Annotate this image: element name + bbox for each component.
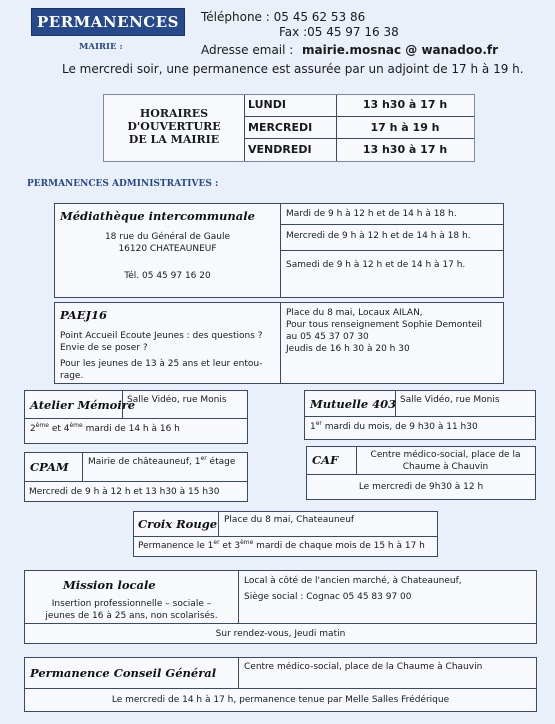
- hours-label-line: D'OUVERTURE: [127, 120, 221, 133]
- mission-place: [244, 575, 462, 603]
- time-wednesday: 17 h à 19 h: [370, 121, 440, 134]
- mutuelle-schedule: [310, 421, 478, 433]
- mission-title: Mission locale: [63, 578, 156, 592]
- croix-rouge-title: Croix Rouge: [138, 517, 218, 531]
- mediatheque-hours-wed: Mercredi de 9 h à 12 h et de 14 h à 18 h.: [286, 231, 471, 241]
- address-line: 18 rue du Général de Gaule: [104, 232, 231, 242]
- caf-title: CAF: [312, 453, 339, 467]
- text: mardi de chaque mois de 15 h à 17 h: [253, 541, 425, 551]
- cpam-title: CPAM: [30, 460, 69, 474]
- info-line: au 05 45 37 07 30: [286, 332, 369, 342]
- sup: er: [213, 539, 220, 546]
- place-line: Chaume à Chauvin: [402, 462, 489, 472]
- mutuelle-place: Salle Vidéo, rue Monis: [400, 395, 500, 405]
- text: étage: [206, 457, 236, 467]
- admin-heading: PERMANENCES ADMINISTRATIVES :: [27, 179, 219, 189]
- croix-rouge-place: Place du 8 mai, Chateauneuf: [224, 515, 355, 525]
- atelier-memoire-card: [24, 390, 248, 444]
- page-title: PERMANENCES: [31, 8, 185, 36]
- text: et 4: [48, 424, 70, 434]
- mairie-label: MAIRIE :: [79, 42, 123, 52]
- hours-label-line: HORAIRES: [139, 107, 209, 120]
- conseil-schedule: Le mercredi de 14 h à 17 h, permanence tenue par Melle Salles Frédérique: [111, 695, 450, 705]
- paej-title: PAEJ16: [60, 308, 107, 322]
- time-monday: 13 h30 à 17 h: [362, 98, 448, 111]
- paej-info: [286, 307, 482, 355]
- phone-text: Téléphone : 05 45 62 53 86: [201, 10, 366, 24]
- conseil-place: Centre médico-social, place de la Chaume à Chauvin: [244, 662, 483, 672]
- sup: ème: [35, 422, 49, 429]
- place-line: Siège social : Cognac 05 45 83 97 00: [244, 592, 412, 602]
- day-wednesday: MERCREDI: [248, 121, 313, 134]
- info-line: Jeudis de 16 h 30 à 20 h 30: [286, 344, 410, 354]
- paej-desc: [60, 330, 263, 382]
- place-line: Centre médico-social, place de la: [370, 450, 521, 460]
- conseil-general-card: [24, 657, 537, 712]
- text: mardi du mois, de 9 h30 à 11 h30: [321, 422, 478, 432]
- mission-locale-card: [24, 570, 537, 644]
- mediatheque-phone: Tél. 05 45 97 16 20: [124, 271, 211, 281]
- place-line: Local à côté de l'ancien marché, à Chateauneuf,: [244, 576, 462, 586]
- text: 2: [30, 424, 36, 434]
- mutuelle-card: [304, 390, 536, 440]
- desc-line: Point Accueil Ecoute Jeunes : des questions ?: [60, 331, 263, 341]
- desc-line: Insertion professionnelle – sociale –: [51, 599, 212, 609]
- caf-card: [306, 446, 536, 500]
- hours-label: [104, 107, 244, 146]
- text: Mairie de châteauneuf, 1: [88, 457, 201, 467]
- text: Permanence le 1: [138, 541, 214, 551]
- mediatheque-address: [55, 231, 280, 255]
- desc-line: jeunes de 16 à 25 ans, non scolarisés.: [45, 611, 218, 621]
- info-line: Pour tous renseignement Sophie Demonteil: [286, 320, 483, 330]
- mission-schedule: Sur rendez-vous, Jeudi matin: [215, 629, 346, 639]
- address-line: 16120 CHATEAUNEUF: [118, 244, 217, 254]
- mutuelle-title: Mutuelle 403: [310, 397, 397, 411]
- text: 1: [310, 422, 316, 432]
- hours-label-line: DE LA MAIRIE: [128, 133, 220, 146]
- sup: er: [315, 420, 322, 427]
- croix-rouge-card: [133, 511, 438, 557]
- sup: er: [200, 455, 207, 462]
- day-friday: VENDREDI: [248, 143, 312, 156]
- day-monday: LUNDI: [248, 98, 286, 111]
- text: mardi de 14 h à 16 h: [82, 424, 180, 434]
- cpam-place: [88, 456, 235, 468]
- desc-line: rage.: [60, 371, 84, 381]
- email-label: Adresse email :: [201, 43, 294, 57]
- conseil-title: Permanence Conseil Général: [30, 666, 217, 680]
- email-link[interactable]: mairie.mosnac @ wanadoo.fr: [302, 43, 499, 57]
- time-friday: 13 h30 à 17 h: [362, 143, 448, 156]
- atelier-place: Salle Vidéo, rue Monis: [127, 395, 227, 405]
- opening-hours-table: [103, 94, 475, 162]
- atelier-schedule: [30, 423, 180, 435]
- info-line: Place du 8 mai, Locaux AILAN,: [286, 308, 423, 318]
- desc-line: Envie de se poser ?: [60, 343, 148, 353]
- sup: ème: [240, 539, 254, 546]
- mediatheque-card: [54, 203, 504, 298]
- mediatheque-hours-tue: Mardi de 9 h à 12 h et de 14 h à 18 h.: [286, 209, 457, 219]
- croix-rouge-schedule: [138, 540, 425, 552]
- desc-line: Pour les jeunes de 13 à 25 ans et leur entou-: [60, 359, 263, 369]
- evening-notice: Le mercredi soir, une permanence est assurée par un adjoint de 17 h à 19 h.: [62, 62, 524, 76]
- caf-schedule: Le mercredi de 9h30 à 12 h: [358, 482, 484, 492]
- paej-card: [54, 302, 504, 384]
- caf-place: [356, 449, 535, 473]
- atelier-title: Atelier Mémoire: [30, 398, 136, 412]
- sup: ème: [69, 422, 83, 429]
- mediatheque-hours-sat: Samedi de 9 h à 12 h et de 14 h à 17 h.: [286, 260, 466, 270]
- mission-desc: [25, 598, 238, 622]
- fax-text: Fax :05 45 97 16 38: [279, 25, 399, 39]
- cpam-schedule: Mercredi de 9 h à 12 h et 13 h30 à 15 h30: [29, 487, 220, 497]
- cpam-card: [24, 452, 248, 502]
- mediatheque-title: Médiathèque intercommunale: [60, 209, 255, 223]
- text: et 3: [219, 541, 241, 551]
